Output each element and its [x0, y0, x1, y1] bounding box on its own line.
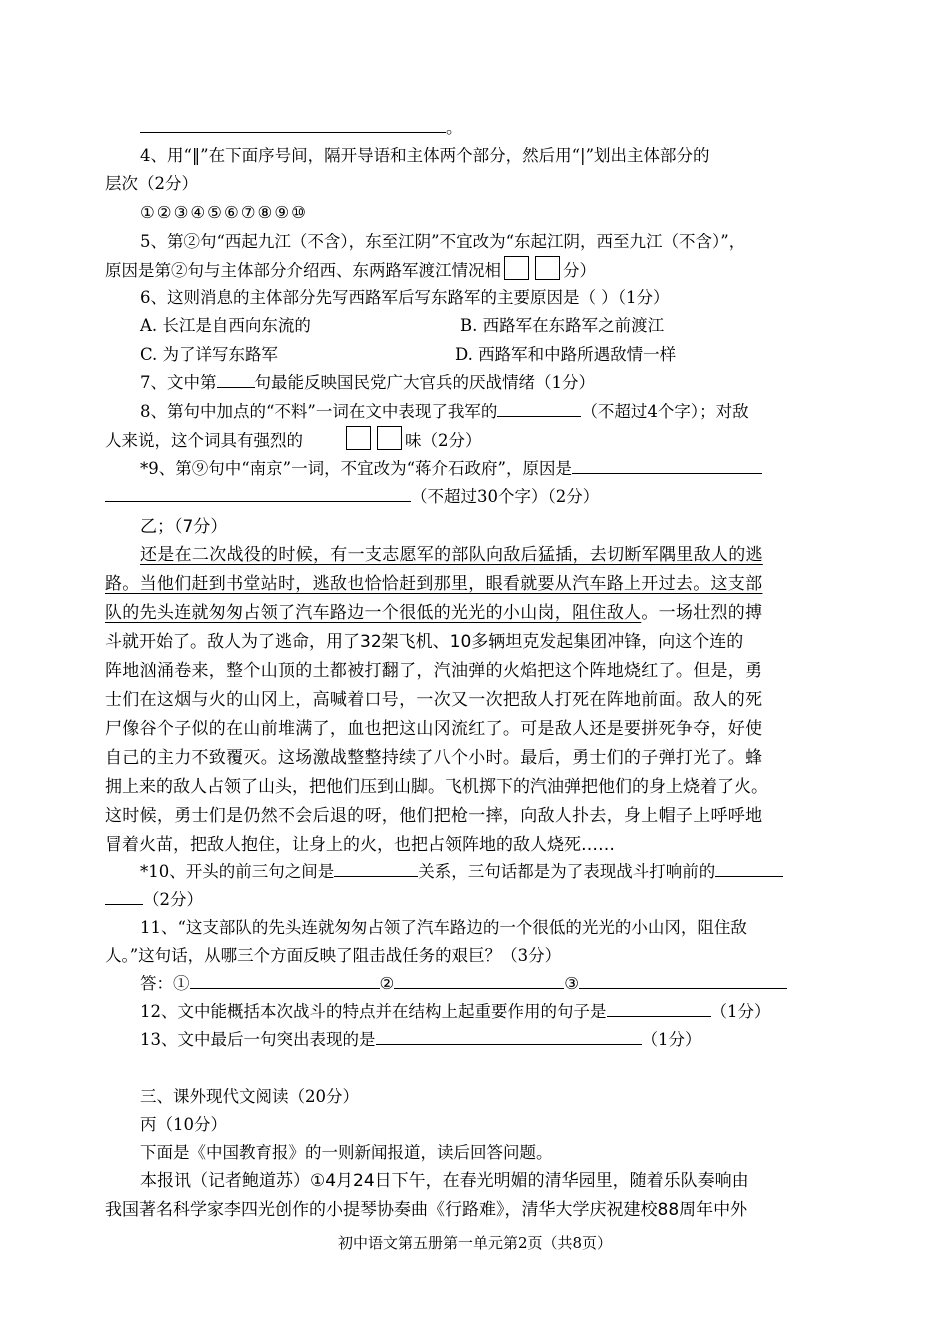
passage-yi-line: 拥上来的敌人占领了山头，把他们压到山脚。飞机掷下的汽油弹把他们的身上烧着了火。 — [105, 777, 768, 797]
section-bing-title: 丙（10分） — [140, 1115, 227, 1134]
answer-blank[interactable] — [190, 970, 380, 989]
answer-box[interactable] — [377, 426, 402, 450]
question-9-line-2: （不超过30个字）（2分） — [105, 483, 850, 511]
question-6-options-row-2 — [140, 341, 850, 369]
question-11-line-2: 人。”这句话，从哪三个方面反映了阻击战任务的艰巨？（3分） — [105, 946, 562, 965]
question-6-options-row-1 — [140, 312, 850, 340]
question-10-line-1: *10、开头的前三句之间是 关系，三句话都是为了表现战斗打响前的 — [140, 858, 850, 886]
answer-blank[interactable] — [579, 970, 787, 989]
answer-line-continuation: 。 — [140, 114, 850, 142]
question-5-line-1: 5、第②句“西起九江（不含），东至江阴”不宜改为“东起江阴，西至九江（不含）”， — [140, 232, 746, 251]
passage-yi-line: 斗就开始了。敌人为了逃命，用了32架飞机、10多辆坦克发起集团冲锋，向这个连的 — [105, 632, 744, 652]
passage-yi-line: 阵地汹涌卷来，整个山顶的土都被打翻了，汽油弹的火焰把这个阵地烧红了。但是，勇 — [105, 661, 763, 681]
answer-box[interactable] — [535, 256, 560, 280]
passage-yi-line: 尸像谷个子似的在山前堆满了，血也把这山冈流红了。可是敌人还是要拼死争夺，好使 — [105, 719, 763, 739]
option-a: A. 长江是自西向东流的 — [140, 316, 311, 335]
passage-yi-line: 队的先头连就匆匆占领了汽车路边一个很低的光光的小山岗，阻住敌人。一场壮烈的搏 — [105, 603, 763, 623]
question-11-line-1: 11、“这支部队的先头连就匆匆占领了汽车路边的一个很低的光光的小山冈，阻住敌 — [140, 918, 747, 937]
passage-yi-line: 士们在这烟与火的山冈上，高喊着口号，一次又一次把敌人打死在阵地前面。敌人的死 — [105, 690, 763, 710]
question-8-line-1: 8、第句中加点的“不料”一词在文中表现了我军的 （不超过4个字）；对敌 — [140, 398, 850, 426]
option-d: D. 西路军和中路所遇敌情一样 — [455, 345, 677, 364]
answer-box[interactable] — [346, 426, 371, 450]
section-3-heading: 三、课外现代文阅读（20分） — [140, 1087, 359, 1106]
answer-blank[interactable] — [140, 114, 446, 133]
question-13: 13、文中最后一句突出表现的是 （1分） — [140, 1026, 850, 1054]
passage-yi-line: 冒着火苗，把敌人抱住，让身上的火，也把占领阵地的敌人烧死…… — [105, 835, 615, 855]
answer-box[interactable] — [504, 256, 529, 280]
answer-blank[interactable] — [217, 369, 255, 388]
answer-blank[interactable] — [105, 886, 143, 905]
question-5-line-2: 原因是第②句与主体部分介绍西、东两路军渡江情况相 分） — [105, 256, 850, 284]
answer-blank[interactable] — [715, 858, 783, 877]
answer-blank[interactable] — [394, 970, 564, 989]
news-passage-line: 我国著名科学家李四光创作的小提琴协奏曲《行路难》，清华大学庆祝建校88周年中外 — [105, 1200, 748, 1220]
question-8-line-2: 人来说，这个词具有强烈的 味（2分） — [105, 426, 850, 454]
passage-yi-line: 自己的主力不致覆灭。这场激战整整持续了八个小时。最后，勇士们的子弹打光了。蜂 — [105, 748, 763, 768]
answer-blank[interactable] — [376, 1026, 642, 1045]
question-12: 12、文中能概括本次战斗的特点并在结构上起重要作用的句子是 （1分） — [140, 998, 850, 1026]
option-c: C. 为了详写东路军 — [140, 345, 279, 364]
answer-blank[interactable] — [607, 998, 711, 1017]
question-11-answer: 答：① ② ③ — [140, 970, 850, 998]
question-4-line-2: 层次（2分） — [105, 174, 198, 193]
page-footer: 初中语文第五册第一单元第2页（共8页） — [337, 1234, 613, 1252]
question-4-line-1: 4、用“‖”在下面序号间，隔开导语和主体两个部分，然后用“|”划出主体部分的 — [140, 146, 710, 165]
question-10-line-2: （2分） — [105, 886, 850, 914]
question-7: 7、文中第 句最能反映国民党广大官兵的厌战情绪（1分） — [140, 369, 850, 397]
option-b: B. 西路军在东路军之前渡江 — [460, 316, 665, 335]
answer-blank[interactable] — [105, 483, 411, 502]
section-yi-title: 乙；（7分） — [140, 517, 228, 537]
question-4-sequence-numbers: ①②③④⑤⑥⑦⑧⑨⑩ — [140, 203, 308, 222]
passage-yi-line: 还是在二次战役的时候，有一支志愿军的部队向敌后猛插，去切断军隅里敌人的逃 — [140, 545, 763, 565]
passage-yi-line: 这时候，勇士们是仍然不会后退的呀，他们把枪一摔，向敌人扑去，身上帽子上呼呼地 — [105, 806, 763, 826]
answer-blank[interactable] — [497, 398, 581, 417]
news-passage-line: 本报讯（记者鲍道苏）①4月24日下午，在春光明媚的清华园里，随着乐队奏响由 — [140, 1171, 749, 1191]
section-bing-intro: 下面是《中国教育报》的一则新闻报道，读后回答问题。 — [140, 1143, 553, 1162]
answer-blank[interactable] — [334, 858, 418, 877]
question-6-stem: 6、这则消息的主体部分先写西路军后写东路军的主要原因是（ ）（1分） — [140, 288, 670, 307]
question-9-line-1: *9、第⑨句中“南京”一词，不宜改为“蒋介石政府”，原因是 — [140, 455, 850, 483]
answer-blank[interactable] — [572, 455, 762, 474]
passage-yi-line: 路。当他们赶到书堂站时，逃敌也恰恰赶到那里，眼看就要从汽车路上开过去。这支部 — [105, 574, 763, 594]
